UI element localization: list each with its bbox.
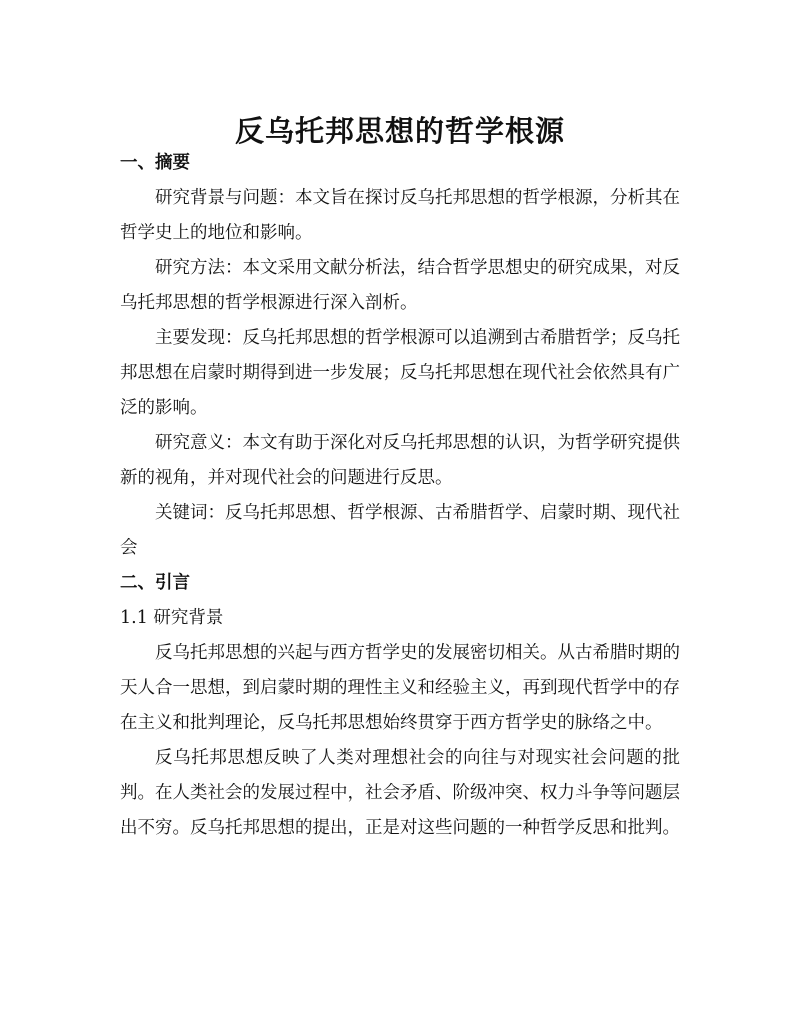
abstract-significance: 研究意义：本文有助于深化对反乌托邦思想的认识，为哲学研究提供新的视角，并对现代社会的问题进行反思。 — [120, 433, 680, 488]
document-title: 反乌托邦思想的哲学根源 — [234, 114, 565, 149]
document-body — [120, 146, 680, 846]
abstract-method: 研究方法：本文采用文献分析法，结合哲学思想史的研究成果，对反乌托邦思想的哲学根源进行深入剖析。 — [120, 258, 680, 313]
abstract-background: 研究背景与问题：本文旨在探讨反乌托邦思想的哲学根源，分析其在哲学史上的地位和影响。 — [120, 188, 680, 243]
intro-subheading: 1.1 研究背景 — [120, 608, 224, 628]
abstract-heading: 一、摘要 — [120, 153, 190, 173]
abstract-findings: 主要发现：反乌托邦思想的哲学根源可以追溯到古希腊哲学；反乌托邦思想在启蒙时期得到进一步发展；反乌托邦思想在现代社会依然具有广泛的影响。 — [120, 328, 680, 418]
intro-paragraph-2: 反乌托邦思想反映了人类对理想社会的向往与对现实社会问题的批判。在人类社会的发展过程中，社会矛盾、阶级冲突、权力斗争等问题层出不穷。反乌托邦思想的提出，正是对这些问题的一种哲学反思和批判。 — [120, 748, 680, 838]
abstract-keywords: 关键词：反乌托邦思想、哲学根源、古希腊哲学、启蒙时期、现代社会 — [120, 503, 680, 558]
intro-heading: 二、引言 — [120, 573, 190, 593]
intro-paragraph-1: 反乌托邦思想的兴起与西方哲学史的发展密切相关。从古希腊时期的天人合一思想，到启蒙时期的理性主义和经验主义，再到现代哲学中的存在主义和批判理论，反乌托邦思想始终贯穿于西方哲学史的脉络之中。 — [120, 643, 680, 733]
